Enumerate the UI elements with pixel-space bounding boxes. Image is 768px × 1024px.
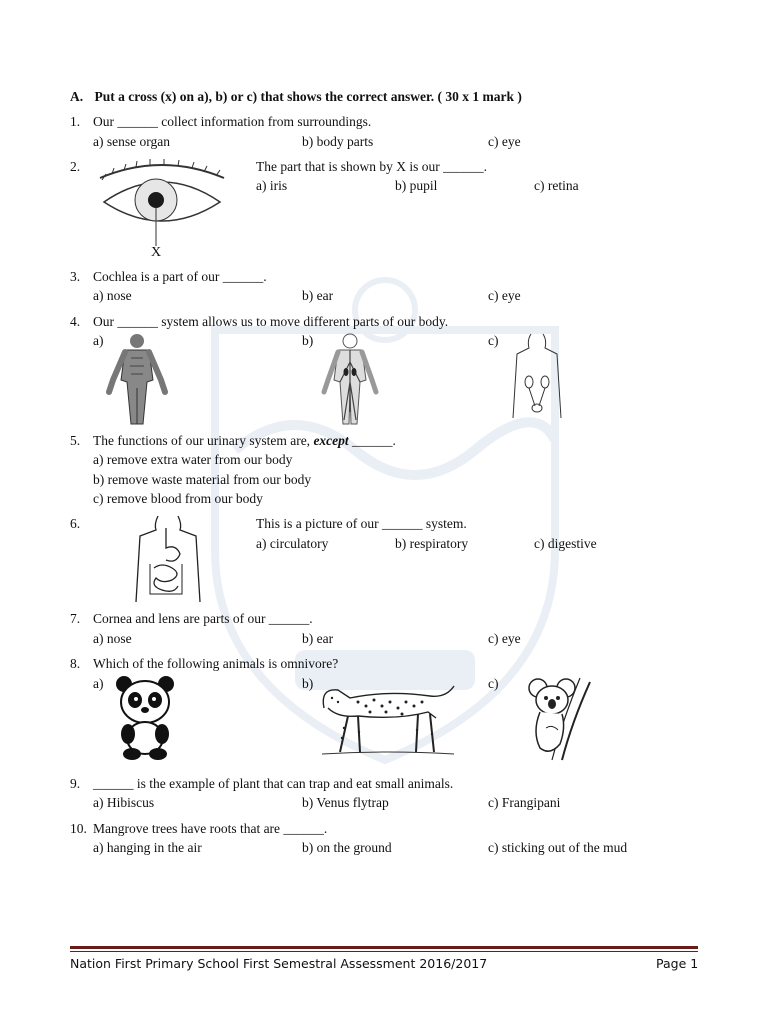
option-b[interactable]: b) body parts (302, 134, 374, 149)
option-a[interactable]: a) hanging in the air (93, 840, 202, 855)
section-letter: A. (70, 89, 84, 104)
urinary-system-illustration (507, 332, 567, 420)
circulatory-system-illustration (320, 332, 380, 428)
option-b[interactable]: b) pupil (395, 178, 438, 193)
option-a[interactable]: a) remove extra water from our body (93, 452, 293, 467)
question-text: ______ is the example of plant that can trap and eat small animals. (93, 776, 454, 791)
option-b[interactable]: b) ear (302, 631, 334, 646)
question-number: 3. (70, 269, 81, 284)
question-number: 8. (70, 656, 81, 671)
question-text: Our ______ collect information from surroundings. (93, 114, 372, 129)
option-c[interactable]: c) eye (488, 134, 521, 149)
digestive-system-illustration (132, 514, 204, 604)
option-c[interactable]: c) (488, 676, 499, 691)
option-a[interactable]: a) iris (256, 178, 288, 193)
option-c[interactable]: c) eye (488, 631, 521, 646)
option-c[interactable]: c) Frangipani (488, 795, 561, 810)
option-b[interactable]: b) Venus flytrap (302, 795, 389, 810)
footer-school-name: Nation First Primary School First Semestral Assessment 2016/2017 (70, 956, 488, 971)
panda-illustration (114, 672, 176, 762)
question-text: This is a picture of our ______ system. (256, 516, 467, 531)
option-b[interactable]: b) (302, 676, 314, 691)
question-number: 9. (70, 776, 81, 791)
eye-illustration (96, 158, 228, 250)
question-number: 5. (70, 433, 81, 448)
footer-rule-thin (70, 951, 698, 952)
option-b[interactable]: b) (302, 333, 314, 348)
question-text: The part that is shown by X is our ______. (256, 159, 487, 174)
question-text: Cornea and lens are parts of our ______. (93, 611, 313, 626)
question-number: 6. (70, 516, 81, 531)
option-c[interactable]: c) digestive (534, 536, 597, 551)
option-c[interactable]: c) eye (488, 288, 521, 303)
option-a[interactable]: a) nose (93, 631, 132, 646)
option-a[interactable]: a) (93, 333, 104, 348)
option-a[interactable]: a) nose (93, 288, 132, 303)
option-a[interactable]: a) circulatory (256, 536, 329, 551)
muscular-system-illustration (103, 332, 171, 428)
option-b[interactable]: b) remove waste material from our body (93, 472, 312, 487)
option-a[interactable]: a) Hibiscus (93, 795, 155, 810)
cheetah-illustration (318, 678, 458, 758)
option-a[interactable]: a) sense organ (93, 134, 170, 149)
question-number: 7. (70, 611, 81, 626)
option-c[interactable]: c) (488, 333, 499, 348)
koala-illustration (512, 672, 592, 762)
emphasis-except: except (313, 433, 349, 448)
question-text: Mangrove trees have roots that are ______. (93, 821, 328, 836)
question-number: 4. (70, 314, 81, 329)
question-number: 10. (70, 821, 87, 836)
option-b[interactable]: b) ear (302, 288, 334, 303)
question-text: The functions of our urinary system are, except ______. (93, 433, 396, 448)
footer-rule-thick (70, 946, 698, 949)
section-heading (70, 89, 522, 105)
option-a[interactable]: a) (93, 676, 104, 691)
option-b[interactable]: b) on the ground (302, 840, 392, 855)
question-text: Which of the following animals is omnivore? (93, 656, 339, 671)
footer-page-number: Page 1 (656, 956, 699, 971)
option-c[interactable]: c) remove blood from our body (93, 491, 263, 506)
option-b[interactable]: b) respiratory (395, 536, 469, 551)
figure-label-x: X (151, 245, 162, 260)
question-number: 2. (70, 159, 81, 174)
section-instructions: Put a cross (x) on a), b) or c) that shows the correct answer. ( 30 x 1 mark ) (94, 89, 522, 104)
option-c[interactable]: c) sticking out of the mud (488, 840, 628, 855)
question-text: Cochlea is a part of our ______. (93, 269, 267, 284)
question-text: Our ______ system allows us to move different parts of our body. (93, 314, 449, 329)
option-c[interactable]: c) retina (534, 178, 579, 193)
question-number: 1. (70, 114, 81, 129)
